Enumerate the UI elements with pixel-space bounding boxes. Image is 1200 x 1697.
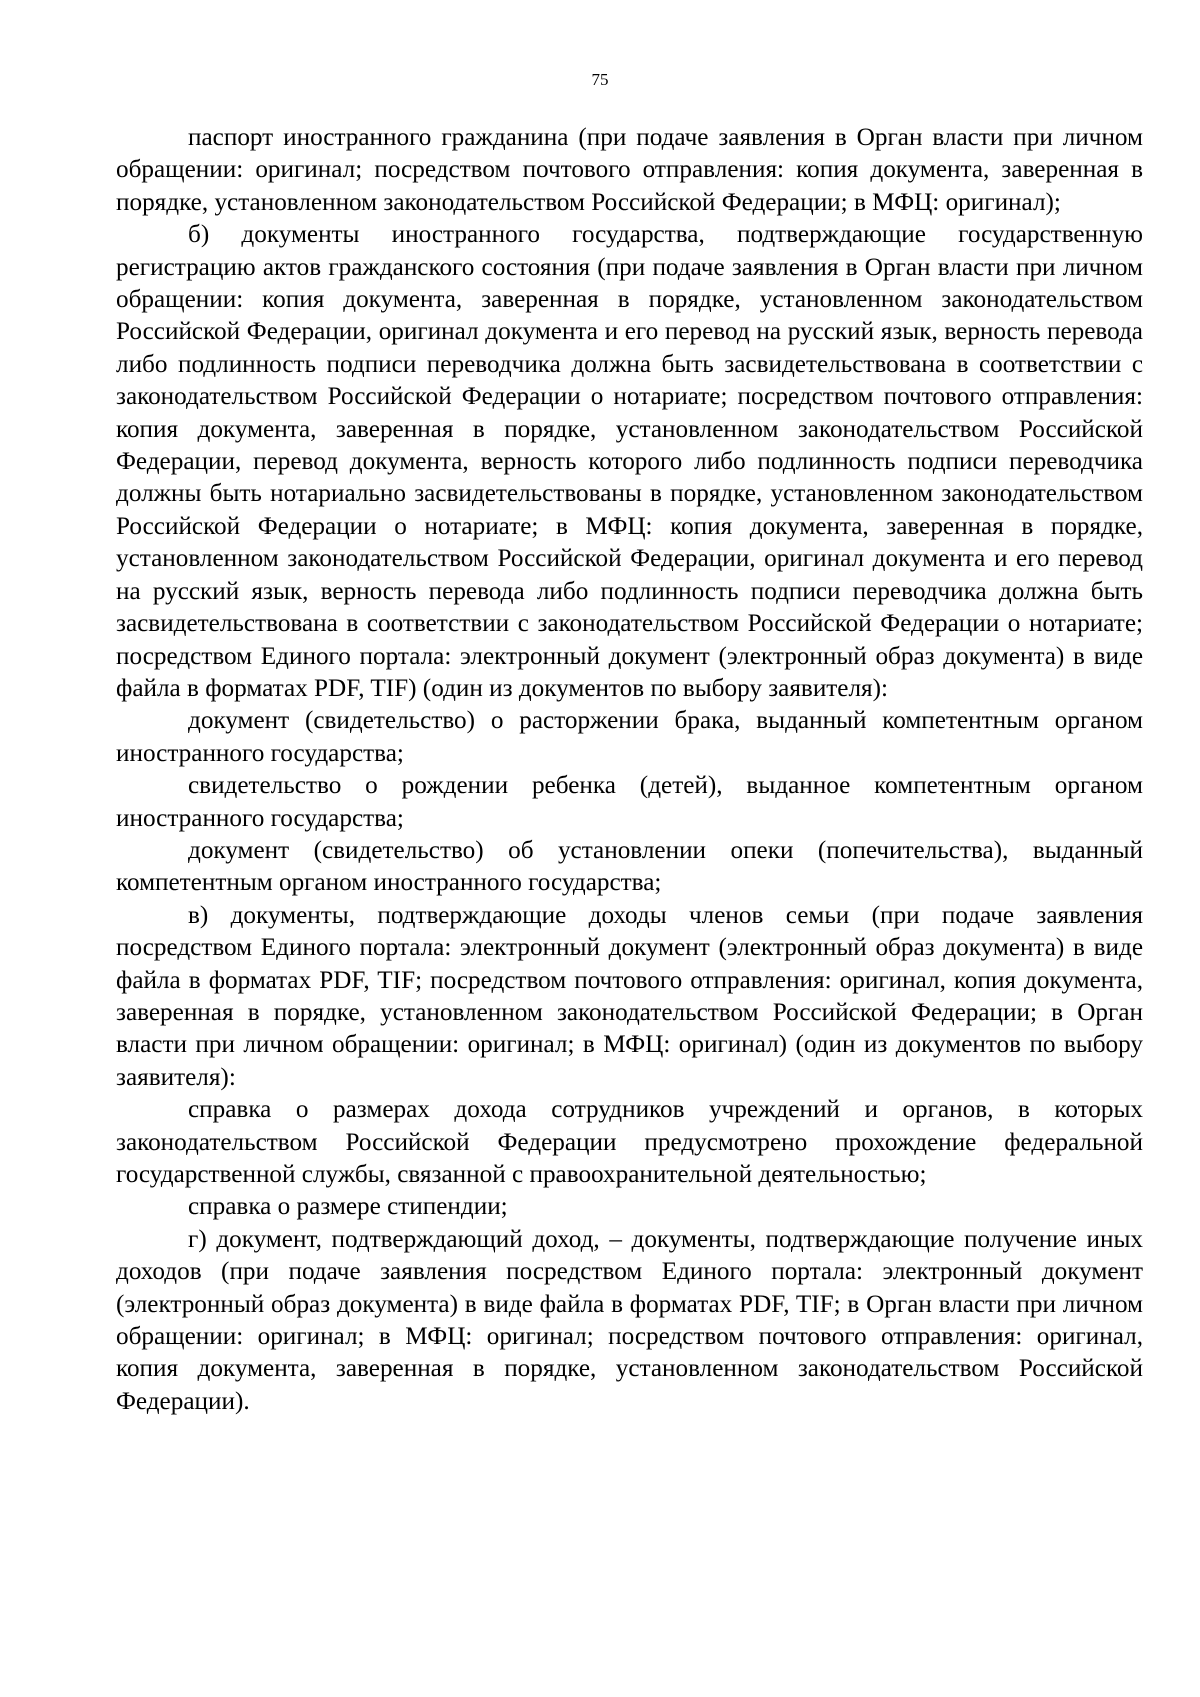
document-body (116, 122, 1143, 1418)
paragraph-income-documents: в) документы, подтверждающие доходы членов семьи (при подаче заявления посредством Единого портала: электронный документ (электронный образ документа) в виде файла в форматах PDF, TIF; посредством почтового отправления: оригинал, копия документа, заверенная в порядке, установленном законодательством Российской Федерации; в Орган власти при личном обращении: оригинал; в МФЦ: оригинал) (один из документов по выбору заявителя): (116, 901, 1143, 1091)
page-number: 75 (591, 70, 609, 89)
paragraph-guardianship-certificate: документ (свидетельство) об установлении опеки (попечительства), выданный компетентным органом иностранного государства; (116, 836, 1143, 897)
paragraph-birth-certificate: свидетельство о рождении ребенка (детей), выданное компетентным органом иностранного государства; (116, 772, 1143, 832)
paragraph-passport: паспорт иностранного гражданина (при подаче заявления в Орган власти при личном обращении: оригинал; посредством почтового отправления: копия документа, заверенная в порядке, установленном законодательством Российской Федерации; в МФЦ: оригинал); (116, 124, 1143, 216)
paragraph-divorce-certificate: документ (свидетельство) о расторжении брака, выданный компетентным органом иностранного государства; (116, 707, 1143, 767)
paragraph-law-enforcement-income: справка о размерах дохода сотрудников учреждений и органов, в которых законодательством Российской Федерации предусмотрено прохождение федеральной государственной службы, связанной с правоохранительной деятельностью; (116, 1096, 1143, 1188)
paragraph-other-income: г) документ, подтверждающий доход, – документы, подтверждающие получение иных доходов (при подаче заявления посредством Единого портала: электронный документ (электронный образ документа) в виде файла в форматах PDF, TIF; в Орган власти при личном обращении: оригинал; в МФЦ: оригинал; посредством почтового отправления: оригинал, копия документа, заверенная в порядке, установленном законодательством Российской Федерации). (116, 1225, 1143, 1415)
paragraph-foreign-documents: б) документы иностранного государства, подтверждающие государственную регистрацию актов гражданского состояния (при подаче заявления в Орган власти при личном обращении: копия документа, заверенная в порядке, установленном законодательством Российской Федерации, оригинал документа и его перевод на русский язык, верность перевода либо подлинность подписи переводчика должна быть засвидетельствована в соответствии с законодательством Российской Федерации о нотариате; посредством почтового отправления: копия документа, заверенная в порядке, установленном законодательством Российской Федерации, перевод документа, верность которого либо подлинность подписи переводчика должны быть нотариально засвидетельствованы в порядке, установленном законодательством Российской Федерации о нотариате; в МФЦ: копия документа, заверенная в порядке, установленном законодательством Российской Федерации, оригинал документа и его перевод на русский язык, верность перевода либо подлинность подписи переводчика должна быть засвидетельствована в соответствии с законодательством Российской Федерации о нотариате; посредством Единого портала: электронный документ (электронный образ документа) в виде файла в форматах PDF, TIF) (один из документов по выбору заявителя): (116, 221, 1143, 702)
paragraph-scholarship: справка о размере стипендии; (188, 1193, 508, 1221)
